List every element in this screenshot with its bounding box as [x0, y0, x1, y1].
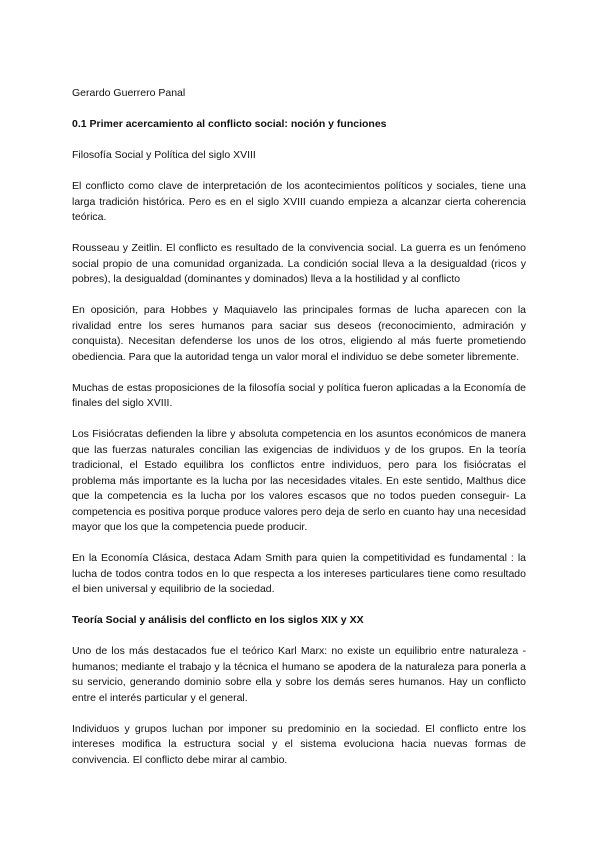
section-1-heading: 0.1 Primer acercamiento al conflicto social: noción y funciones	[72, 118, 387, 130]
paragraph: Uno de los más destacados fue el teórico Karl Marx: no existe un equilibrio entre naturaleza - humanos; mediante el trabajo y la técnica el humano se apodera de la naturaleza para ponerla a su servicio, generando dominio sobre ella y sobre los demás seres humanos. Hay un conflicto entre el interés particular y el general.	[72, 645, 526, 704]
paragraph: Individuos y grupos luchan por imponer su predominio en la sociedad. El conflicto entre los intereses modifica la estructura social y el sistema evoluciona hacia nuevas formas de convivencia. El conflicto debe mirar al cambio.	[72, 722, 526, 766]
author-name: Gerardo Guerrero Panal	[72, 87, 186, 99]
document-body	[72, 86, 526, 784]
section-1-subheading: Filosofía Social y Política del siglo XVIII	[72, 149, 256, 161]
section-2-heading: Teoría Social y análisis del conflicto en los siglos XIX y XX	[72, 614, 364, 626]
paragraph: Rousseau y Zeitlin. El conflicto es resultado de la convivencia social. La guerra es un fenómeno social propio de una comunidad organizada. La condición social lleva a la desigualdad (ricos y pobres), la desigualdad (dominantes y dominados) lleva a la hostilidad y al conflicto	[72, 242, 526, 285]
paragraph: En la Economía Clásica, destaca Adam Smith para quien la competitividad es fundamental : la lucha de todos contra todos en lo que respecta a los intereses particulares tiene como resultado el bien universal y equilibrio de la sociedad.	[72, 552, 526, 595]
paragraph: Muchas de estas proposiciones de la filosofía social y política fueron aplicadas a la Economía de finales del siglo XVIII.	[72, 381, 526, 409]
paragraph: El conflicto como clave de interpretación de los acontecimientos políticos y sociales, tiene una larga tradición histórica. Pero es en el siglo XVIII cuando empieza a alcanzar cierta coherencia teórica.	[72, 180, 526, 223]
paragraph: En oposición, para Hobbes y Maquiavelo las principales formas de lucha aparecen con la rivalidad entre los seres humanos para saciar sus deseos (reconocimiento, admiración y conquista). Necesitan defenderse los unos de los otros, eligiendo al más fuerte prometiendo obediencia. Para que la autoridad tenga un valor moral el individuo se debe someter libremente.	[72, 304, 526, 363]
paragraph: Los Fisiócratas defienden la libre y absoluta competencia en los asuntos económicos de manera que las fuerzas naturales concilian las exigencias de individuos y de los grupos. En la teoría tradicional, el Estado equilibra los conflictos entre individuos, pero para los fisiócratas el problema más importante es la lucha por las necesidades vitales. En este sentido, Malthus dice que la competencia es la lucha por los valores escasos que no todos pueden conseguir- La competencia es positiva porque produce valores pero deja de serlo en cuanto hay una necesidad mayor que los que la competencia puede producir.	[72, 428, 526, 533]
